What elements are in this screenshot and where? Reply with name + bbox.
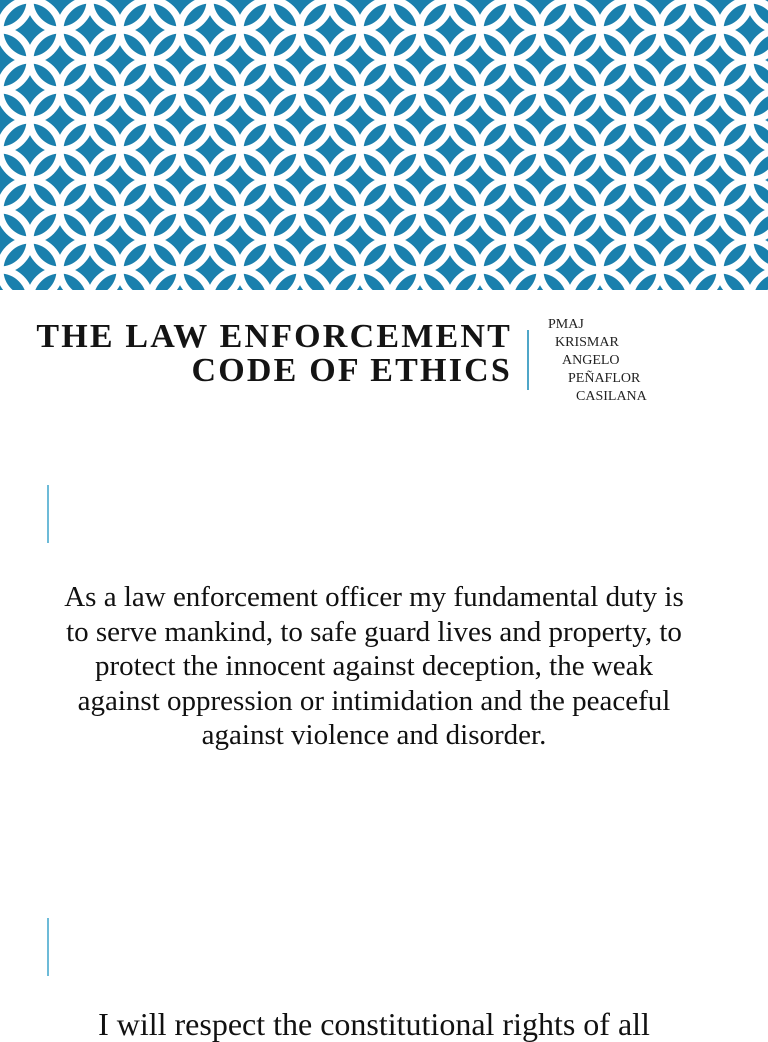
- code-paragraph-1: As a law enforcement officer my fundamental duty is to serve mankind, to safe guard lives and property, to protect the innocent against deception, the weak against oppression or intimidation and the peaceful against violence and disorder.: [64, 581, 684, 751]
- author-last-name: CASILANA: [576, 389, 647, 404]
- header-banner: [0, 0, 768, 290]
- circle-pattern-graphic: [0, 0, 768, 290]
- author-rank: PMAJ: [548, 317, 584, 332]
- title-line-2: CODE OF ETHICS: [191, 352, 512, 389]
- section-accent-bar-2: [47, 918, 49, 976]
- author-middle-name: ANGELO: [562, 353, 620, 368]
- title-line-1: THE LAW ENFORCEMENT: [36, 318, 512, 355]
- author-first-name: KRISMAR: [555, 335, 619, 350]
- author-surname: PEÑAFLOR: [568, 371, 641, 386]
- slide-title: [30, 320, 512, 388]
- section-accent-bar-1: [47, 485, 49, 543]
- code-paragraph-2: I will respect the constitutional rights of all: [98, 1006, 650, 1042]
- title-divider: [527, 330, 529, 390]
